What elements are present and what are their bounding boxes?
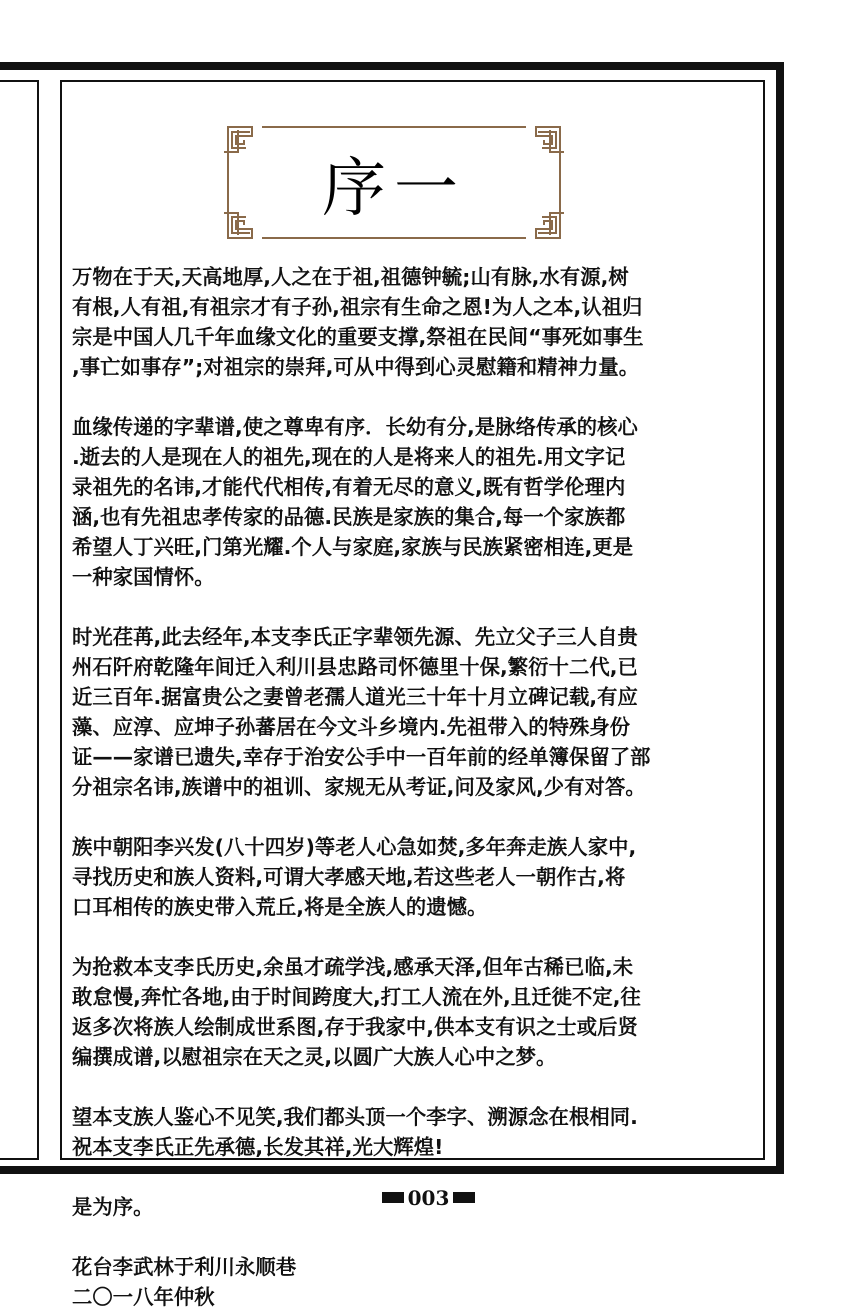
text-line: 是为序。 xyxy=(72,1195,154,1219)
text-line: 宗是中国人几千年血缘文化的重要支撑,祭祖在民间“事死如事生 xyxy=(72,325,644,349)
left-column-frame xyxy=(0,80,39,1160)
text-line: 祝本支李氏正先承德,长发其祥,光大辉煌! xyxy=(72,1135,444,1159)
signature-block xyxy=(72,1252,762,1312)
text-line: 近三百年.据富贵公之妻曾老孺人道光三十年十月立碑记载,有应 xyxy=(72,685,638,709)
text-line: 涵,也有先祖忠孝传家的品德.民族是家族的集合,每一个家族都 xyxy=(72,505,626,529)
author-signature: 花台李武林于利川永顺巷 xyxy=(72,1255,297,1279)
text-line: 口耳相传的族史带入荒丘,将是全族人的遗憾。 xyxy=(72,895,488,919)
square-bullet-icon xyxy=(453,1192,475,1203)
text-line: 望本支族人鉴心不见笑,我们都头顶一个李字、溯源念在根相同. xyxy=(72,1105,638,1129)
text-line: ,事亡如事存”;对祖宗的崇拜,可从中得到心灵慰籍和精神力量。 xyxy=(72,355,640,379)
text-line: 有根,人有祖,有祖宗才有子孙,祖宗有生命之恩!为人之本,认祖归 xyxy=(72,295,643,319)
page-number-value: 003 xyxy=(407,1186,450,1210)
text-line: 时光荏苒,此去经年,本支李氏正字辈领先源、先立父子三人自贵 xyxy=(72,625,638,649)
text-line: .逝去的人是现在人的祖先,现在的人是将来人的祖先.用文字记 xyxy=(72,445,626,469)
text-line: 藻、应淳、应坤子孙蕃居在今文斗乡境内.先祖带入的特殊身份 xyxy=(72,715,631,739)
text-line: 寻找历史和族人资料,可谓大孝感天地,若这些老人一朝作古,将 xyxy=(72,865,626,889)
text-line: 返多次将族人绘制成世系图,存于我家中,供本支有识之士或后贤 xyxy=(72,1015,638,1039)
text-line: 为抢救本支李氏历史,余虽才疏学浅,感承天泽,但年古稀已临,未 xyxy=(72,955,634,979)
paragraph-4 xyxy=(72,832,762,922)
paragraph-2 xyxy=(72,412,762,592)
text-line: 希望人丁兴旺,门第光耀.个人与家庭,家族与民族紧密相连,更是 xyxy=(72,535,634,559)
title-ornament-box xyxy=(222,124,566,241)
paragraph-6 xyxy=(72,1102,762,1162)
text-line: 族中朝阳李兴发(八十四岁)等老人心急如焚,多年奔走族人家中, xyxy=(72,835,637,859)
text-line: 分祖宗名讳,族谱中的祖训、家规无从考证,问及家风,少有对答。 xyxy=(72,775,646,799)
page-number xyxy=(0,1186,857,1210)
preface-body xyxy=(72,262,762,1312)
signature-date: 二〇一八年仲秋 xyxy=(72,1285,215,1309)
text-line: 敢怠慢,奔忙各地,由于时间跨度大,打工人流在外,且迁徙不定,往 xyxy=(72,985,641,1009)
paragraph-1 xyxy=(72,262,762,382)
paragraph-5 xyxy=(72,952,762,1072)
text-line: 一种家国情怀。 xyxy=(72,565,215,589)
text-line: 证——家谱已遗失,幸存于治安公手中一百年前的经单簿保留了部 xyxy=(72,745,651,769)
text-line: 编撰成谱,以慰祖宗在天之灵,以圆广大族人心中之梦。 xyxy=(72,1045,557,1069)
text-line: 万物在于天,天高地厚,人之在于祖,祖德钟毓;山有脉,水有源,树 xyxy=(72,265,629,289)
text-line: 录祖先的名讳,才能代代相传,有着无尽的意义,既有哲学伦理内 xyxy=(72,475,626,499)
square-bullet-icon xyxy=(382,1192,404,1203)
paragraph-3 xyxy=(72,622,762,802)
text-line: 州石阡府乾隆年间迁入利川县忠路司怀德里十保,繁衍十二代,已 xyxy=(72,655,638,679)
page-title: 序一 xyxy=(322,151,466,226)
text-line: 血缘传递的字辈谱,使之尊卑有序．长幼有分,是脉络传承的核心 xyxy=(72,415,638,439)
